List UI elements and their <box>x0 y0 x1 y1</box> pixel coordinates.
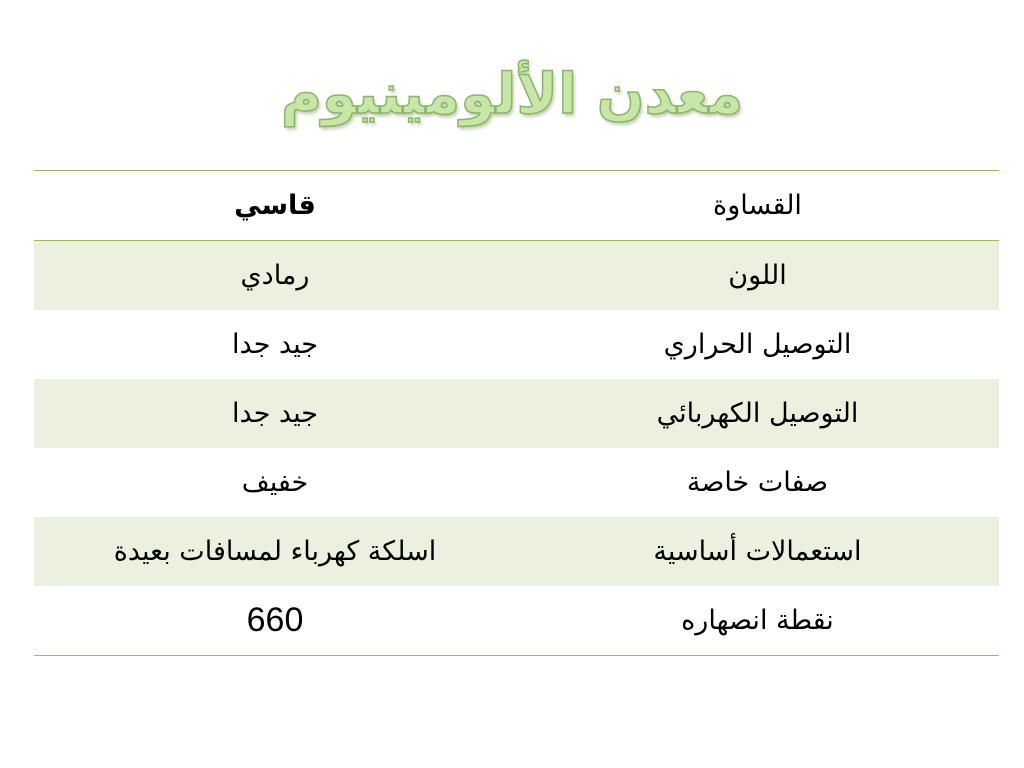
table-row <box>34 310 999 379</box>
property-cell: التوصيل الحراري <box>663 329 852 360</box>
property-cell: استعمالات أساسية <box>653 536 862 567</box>
value-cell: جيد جدا <box>232 329 318 360</box>
value-cell: قاسي <box>234 190 316 221</box>
table-row <box>34 586 999 655</box>
property-cell: صفات خاصة <box>686 467 829 498</box>
property-cell: اللون <box>728 260 787 291</box>
value-cell: اسلكة كهرباء لمسافات بعيدة <box>113 536 437 567</box>
table-row <box>34 171 999 241</box>
value-cell: جيد جدا <box>232 398 318 429</box>
table-row <box>34 379 999 448</box>
table-row <box>34 517 999 586</box>
property-cell: التوصيل الكهربائي <box>656 398 859 429</box>
value-cell: خفيف <box>241 467 309 498</box>
value-cell: رمادي <box>240 260 310 291</box>
properties-table <box>34 170 999 656</box>
property-cell: القساوة <box>713 190 802 221</box>
table-row <box>34 448 999 517</box>
property-cell: نقطة انصهاره <box>681 605 834 636</box>
value-cell: 660 <box>246 601 304 639</box>
table-row <box>34 241 999 310</box>
slide-title: معدن الألومينيوم <box>280 62 744 127</box>
